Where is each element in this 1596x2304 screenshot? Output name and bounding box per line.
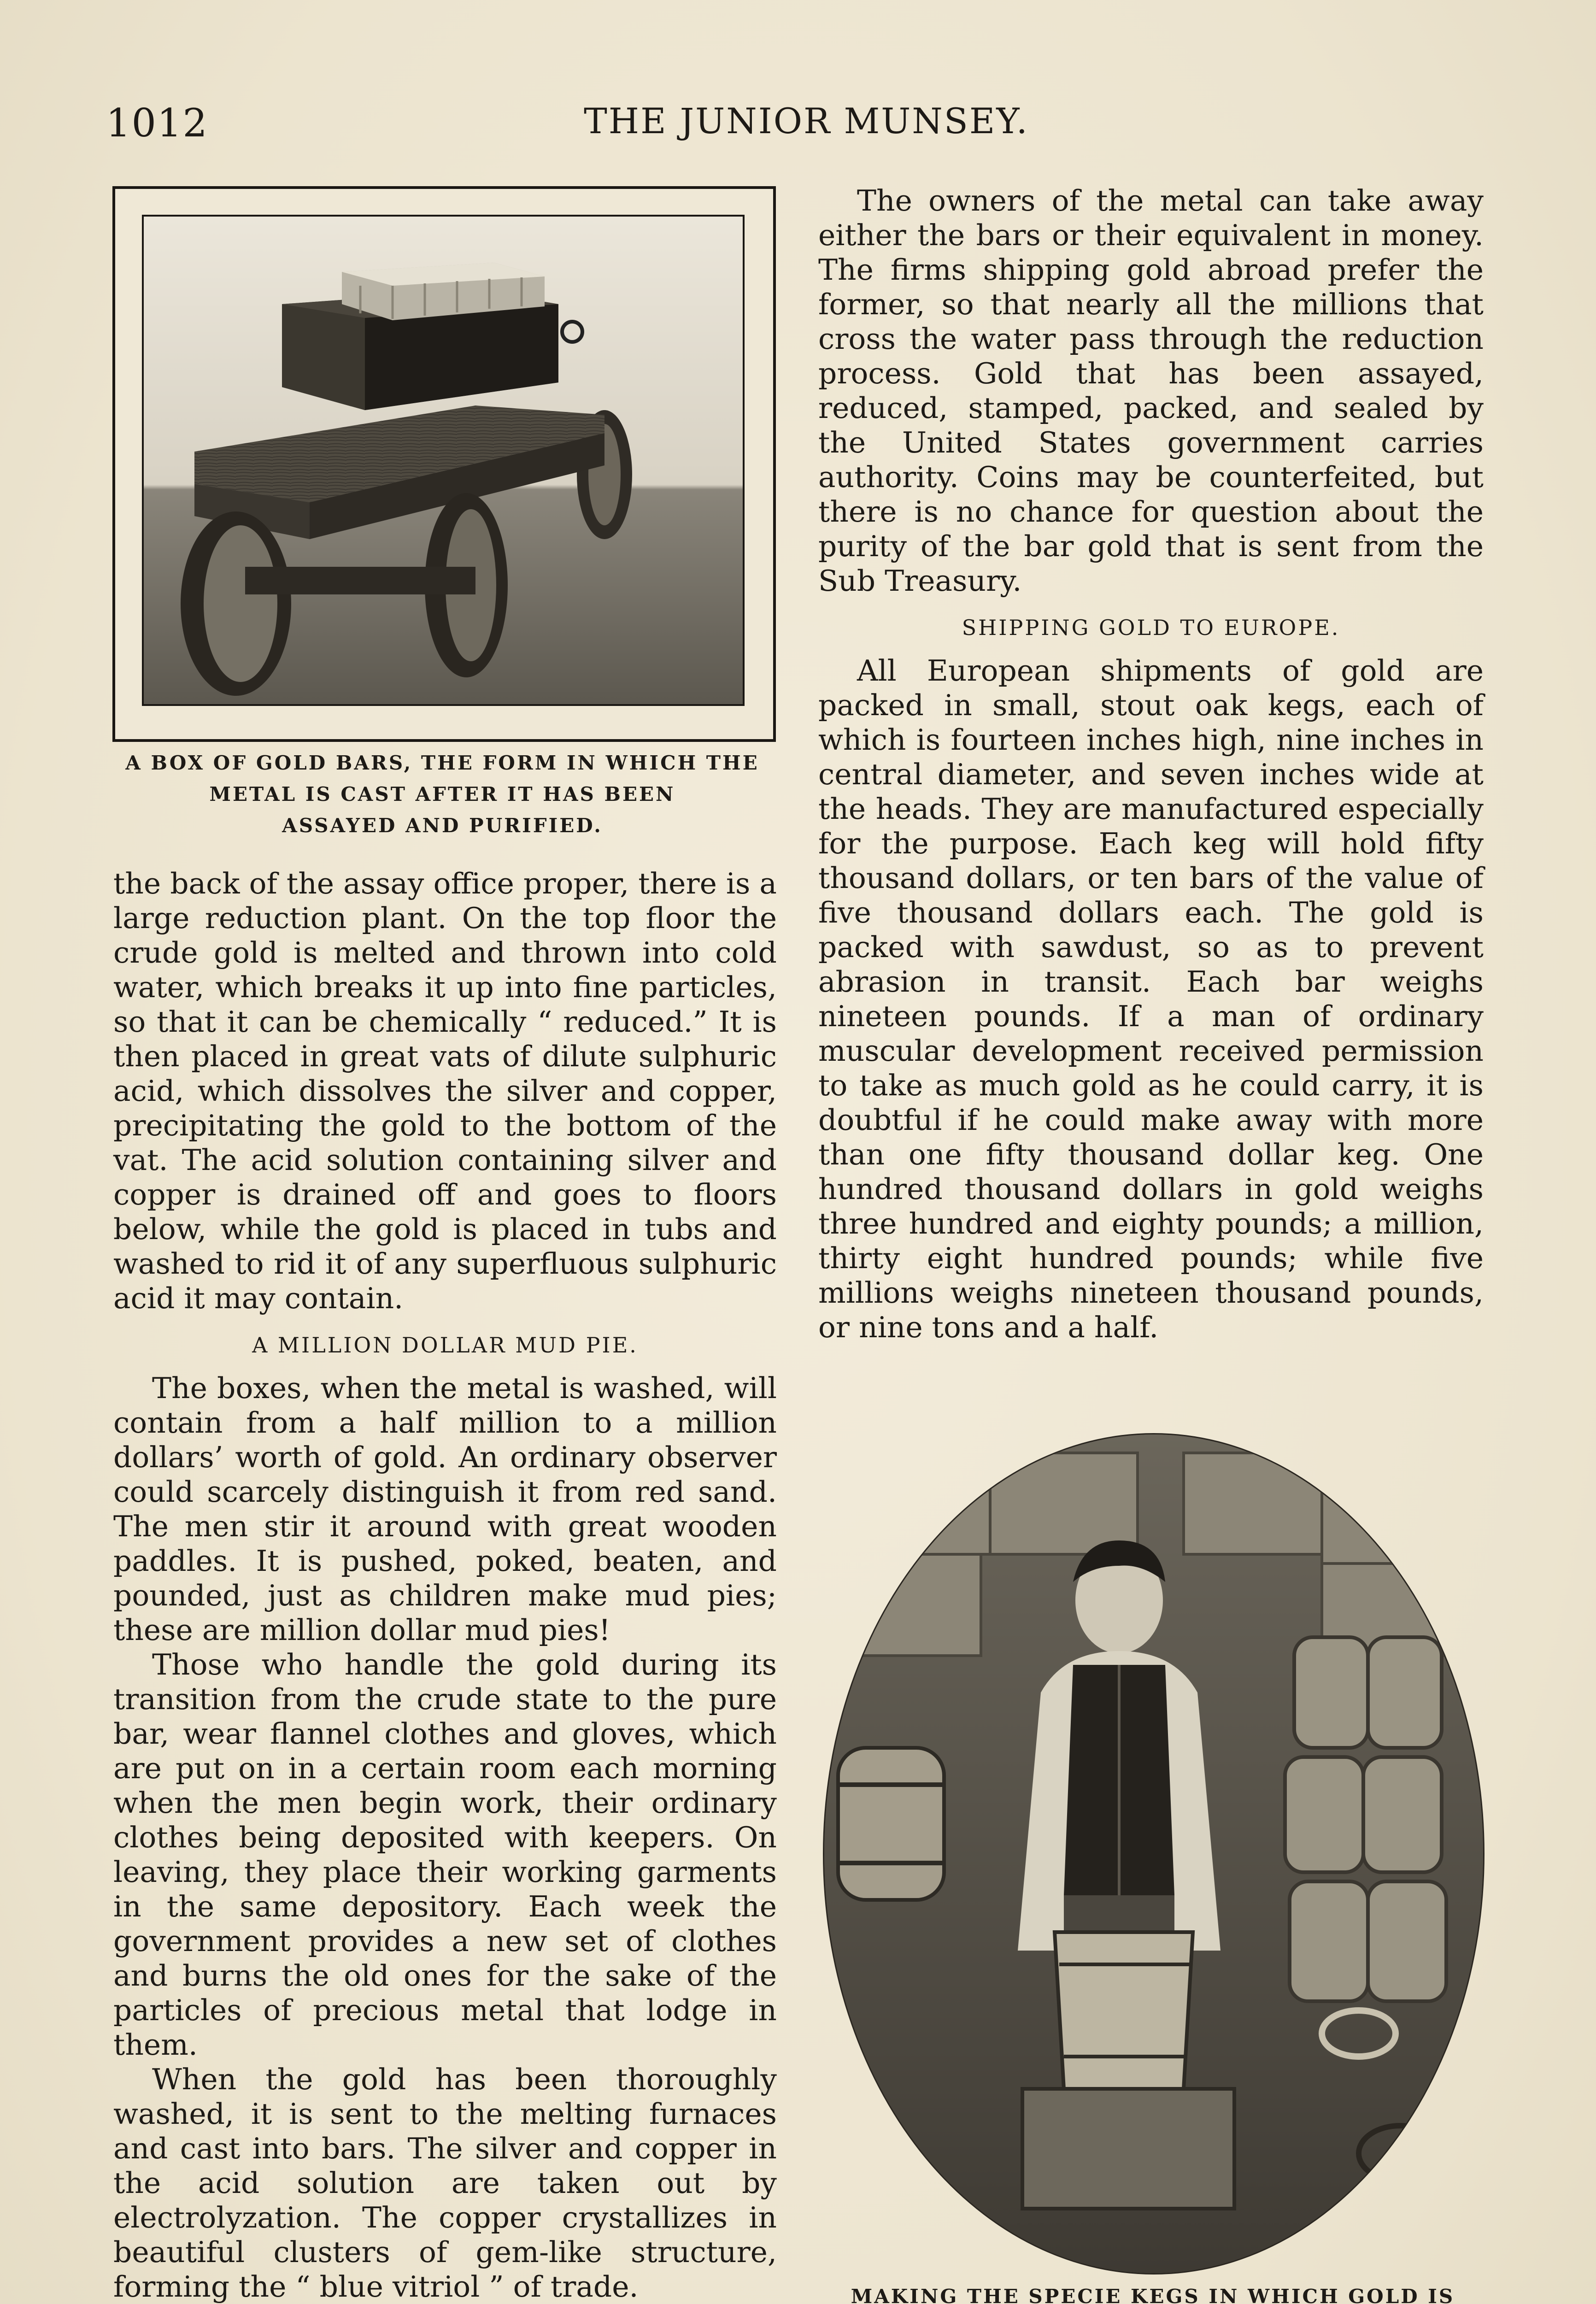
gold-bars-caption-line: ASSAYED AND PURIFIED. bbox=[282, 814, 603, 837]
gold-bars-caption-line: METAL IS CAST AFTER IT HAS BEEN bbox=[209, 783, 675, 805]
specie-kegs-illustration bbox=[824, 1434, 1483, 2273]
gold-bars-photo-frame bbox=[112, 186, 776, 742]
right-column bbox=[818, 183, 1484, 1345]
paragraph: When the gold has been thoroughly washed, it is sent to the melting furnaces and cast into bars. The silver and copper in the acid solution are taken out by electrolyzation. The copper crystallizes in beautiful clusters of gem-like structure, forming the “ blue vitriol ” of trade. bbox=[113, 2063, 777, 2304]
paragraph: All European shipments of gold are packed in small, stout oak kegs, each of which is fourteen inches high, nine inches in central diameter, and seven inches wide at the heads. They are manufactured especially for the purpose. Each keg will hold fifty thousand dollars, or ten bars of the value of five thousand dollars each. The gold is packed with sawdust, so as to prevent abrasion in transit. Each bar weighs nineteen pounds. If a man of ordinary muscular development received permission to take as much gold as he could carry, it is doubtful if he could make away with more than one fifty thousand dollar keg. One hundred thousand dollars in gold weighs three hundred and eighty pounds; a million, thirty eight hundred pounds; while five millions weighs nineteen thousand pounds, or nine tons and a half. bbox=[818, 654, 1484, 1344]
specie-kegs-caption-line: MAKING THE SPECIE KEGS IN WHICH GOLD IS bbox=[851, 2285, 1455, 2304]
gold-bars-photo bbox=[142, 215, 745, 706]
gold-bars-caption-line: A BOX OF GOLD BARS, THE FORM IN WHICH THE bbox=[125, 752, 759, 774]
paragraph: The boxes, when the metal is washed, will contain from a half million to a million dollars’ worth of gold. An ordinary observer could scarcely distinguish it from red sand. The men stir it around with great wooden paddles. It is pushed, poked, beaten, and pounded, just as children make mud pies; these are million dollar mud pies! bbox=[113, 1371, 777, 1647]
section-heading-shipping-gold: SHIPPING GOLD TO EUROPE. bbox=[962, 615, 1340, 640]
left-column bbox=[113, 866, 777, 2304]
running-head: THE JUNIOR MUNSEY. bbox=[584, 100, 1029, 141]
gold-bars-illustration bbox=[144, 217, 743, 704]
paragraph: The owners of the metal can take away either the bars or their equivalent in money. The firms shipping gold abroad prefer the former, so that nearly all the millions that cross the water pass through the reduction process. Gold that has been assayed, reduced, stamped, packed, and sealed by the United States government carries authority. Coins may be counterfeited, but there is no chance for question about the purity of the bar gold that is sent from the Sub Treasury. bbox=[818, 184, 1484, 598]
specie-kegs-caption bbox=[817, 2281, 1488, 2304]
gold-bars-caption bbox=[111, 747, 774, 841]
specie-kegs-photo bbox=[823, 1433, 1485, 2275]
paragraph: Those who handle the gold during its transition from the crude state to the pure bar, wear flannel clothes and gloves, which are put on in a certain room each morning when the men begin work, their ordinary clothes being deposited with keepers. On leaving, they place their working garments in the same depository. Each week the government provides a new set of clothes and burns the old ones for the sake of the particles of precious metal that lodge in them. bbox=[113, 1648, 777, 2062]
section-heading-mud-pie: A MILLION DOLLAR MUD PIE. bbox=[252, 1333, 638, 1358]
paragraph: the back of the assay office proper, there is a large reduction plant. On the top floor the crude gold is melted and thrown into cold water, which breaks it up into fine particles, so that it can be chemically “ reduced.” It is then placed in great vats of dilute sulphuric acid, which dissolves the silver and copper, precipitating the gold to the bottom of the vat. The acid solution containing silver and copper is drained off and goes to floors below, while the gold is placed in tubs and washed to rid it of any superfluous sulphuric acid it may contain. bbox=[113, 867, 777, 1315]
page-number: 1012 bbox=[106, 100, 208, 146]
